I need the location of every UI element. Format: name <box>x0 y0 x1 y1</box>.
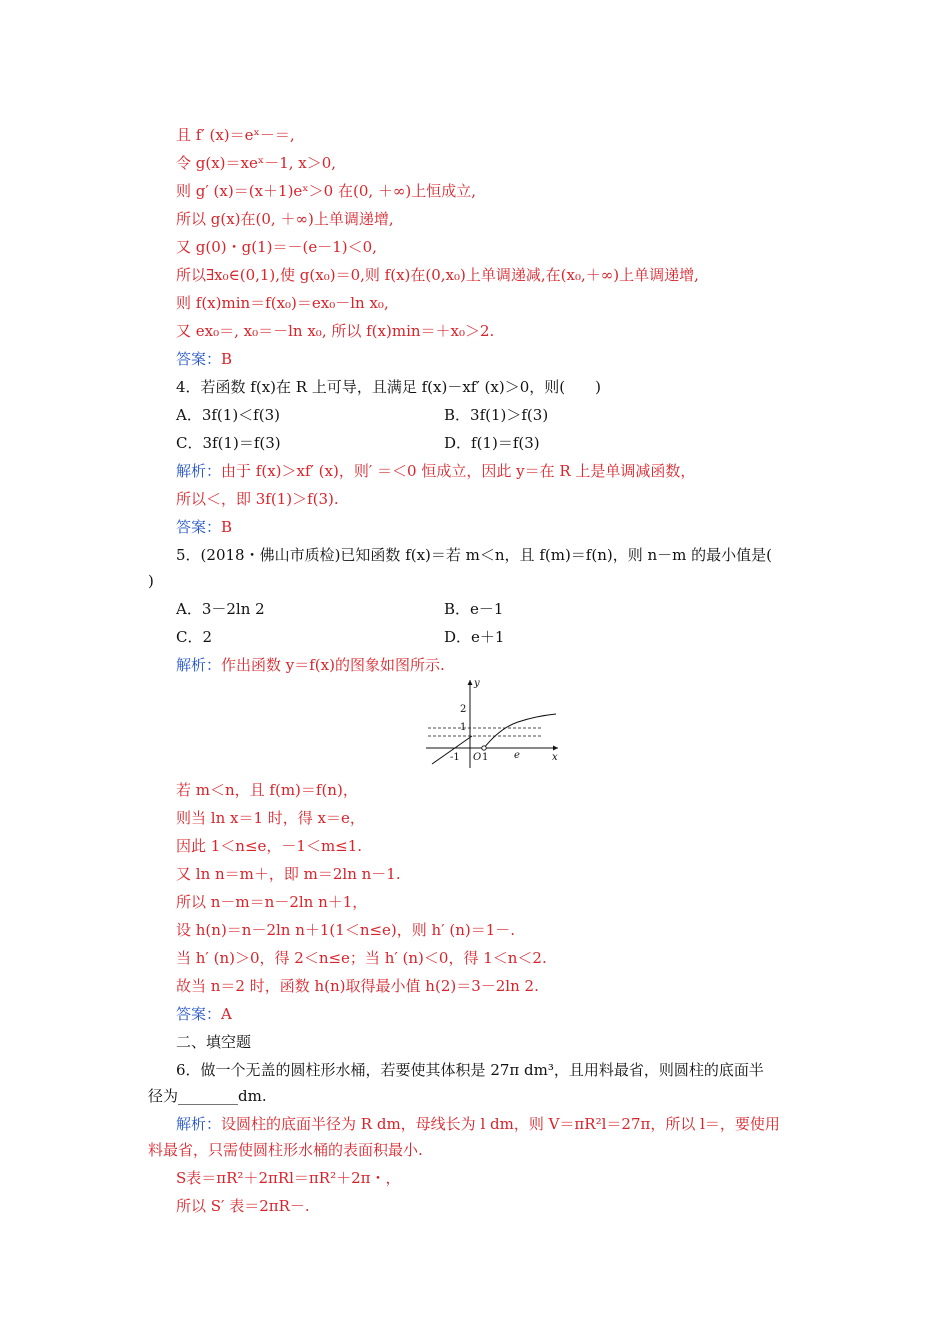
q5-step-5: 所以 n－m＝n－2ln n＋1， <box>176 893 368 911</box>
answer-value: A <box>221 1005 232 1023</box>
q4-analysis-1 <box>176 461 695 483</box>
q4-option-a: A．3f(1)＜f(3) <box>176 406 280 424</box>
q6-step-1: S表＝πR²＋2πRl＝πR²＋2π・， <box>176 1169 401 1187</box>
origin-label: O <box>473 752 482 763</box>
answer-value: B <box>221 518 233 536</box>
tick-neg1: -1 <box>450 752 460 763</box>
answer-label: 答案： <box>176 1005 222 1023</box>
open-point <box>482 746 486 750</box>
answer-value: B <box>221 350 233 368</box>
q5-analysis-1 <box>176 655 445 677</box>
solution-line-1: 且 f′ (x)＝eˣ－＝, <box>176 126 295 144</box>
solution-line-3: 则 g′ (x)＝(x＋1)eˣ＞0 在(0, ＋∞)上恒成立, <box>176 182 477 200</box>
log-branch <box>484 714 556 748</box>
q4-option-d: D．f(1)＝f(3) <box>444 434 540 452</box>
q5-step-6: 设 h(n)＝n－2ln n＋1(1＜n≤e)，则 h′ (n)＝1－. <box>176 921 516 939</box>
solution-line-2: 令 g(x)＝xeˣ－1, x＞0, <box>176 154 337 172</box>
solution-line-8: 又 ex₀＝, x₀＝－ln x₀, 所以 f(x)min＝＋x₀＞2. <box>176 322 495 340</box>
q5-option-d: D．e＋1 <box>444 628 505 646</box>
q5-option-b: B．e－1 <box>444 600 504 618</box>
analysis-text: 作出函数 y＝f(x)的图象如图所示. <box>221 656 445 674</box>
analysis-label: 解析： <box>176 656 222 674</box>
analysis-label: 解析： <box>176 1115 222 1133</box>
x-label: x <box>552 752 558 763</box>
q4-option-c: C．3f(1)＝f(3) <box>176 434 281 452</box>
q5-step-7: 当 h′ (n)＞0，得 2＜n≤e；当 h′ (n)＜0，得 1＜n＜2. <box>176 949 547 967</box>
analysis-text: 设圆柱的底面半径为 R dm，母线长为 l dm，则 V＝πR²l＝27π，所以 l＝，要使用 <box>221 1115 780 1133</box>
x-axis-arrow <box>553 746 558 751</box>
solution-line-6: 所以∃x₀∈(0,1),使 g(x₀)＝0,则 f(x)在(0,x₀)上单调递减,在(x₀,＋∞)上单调递增, <box>176 266 699 284</box>
q5-step-4: 又 ln n＝m＋，即 m＝2ln n－1. <box>176 865 401 883</box>
q5-answer <box>176 1004 232 1026</box>
q4-answer <box>176 517 232 539</box>
q5-option-a: A．3－2ln 2 <box>176 600 265 618</box>
q5-step-8: 故当 n＝2 时，函数 h(n)取得最小值 h(2)＝3－2ln 2. <box>176 977 539 995</box>
q5-stem-2: ) <box>148 572 154 590</box>
analysis-label: 解析： <box>176 462 222 480</box>
answer-label: 答案： <box>176 518 222 536</box>
y-axis-arrow <box>468 680 473 685</box>
q6-analysis-2: 料最省，只需使圆柱形水桶的表面积最小. <box>148 1141 423 1159</box>
tick-x1: 1 <box>482 752 489 763</box>
q5-stem-1: 5．(2018・佛山市质检)已知函数 f(x)＝若 m＜n，且 f(m)＝f(n)，则 n－m 的最小值是( <box>176 546 772 564</box>
q6-analysis-1 <box>176 1114 780 1136</box>
solution-line-7: 则 f(x)min＝f(x₀)＝ex₀－ln x₀, <box>176 294 389 312</box>
function-graph <box>422 676 562 770</box>
solution-line-5: 又 g(0)・g(1)＝－(e－1)＜0, <box>176 238 377 256</box>
analysis-text: 由于 f(x)＞xf′ (x)，则′ ＝＜0 恒成立，因此 y＝在 R 上是单调减函数， <box>221 462 696 480</box>
q6-step-2: 所以 S′ 表＝2πR－. <box>176 1197 310 1215</box>
solution-line-4: 所以 g(x)在(0, ＋∞)上单调递增, <box>176 210 394 228</box>
q5-step-2: 则当 ln x＝1 时，得 x＝e， <box>176 809 365 827</box>
function-graph-figure <box>422 676 562 770</box>
q6-stem-1: 6．做一个无盖的圆柱形水桶，若要使其体积是 27π dm³，且用料最省，则圆柱的底面半 <box>176 1061 764 1079</box>
q4-analysis-2: 所以＜，即 3f(1)＞f(3). <box>176 490 339 508</box>
answer-label: 答案： <box>176 350 222 368</box>
q6-stem-2: 径为________dm. <box>148 1087 267 1105</box>
y-label: y <box>474 678 480 689</box>
tick-2: 2 <box>460 704 467 715</box>
tick-1: 1 <box>460 722 467 733</box>
q3-answer <box>176 349 232 371</box>
q4-stem: 4．若函数 f(x)在 R 上可导，且满足 f(x)－xf′ (x)＞0，则( ) <box>176 378 601 396</box>
q4-option-b: B．3f(1)＞f(3) <box>444 406 549 424</box>
q5-step-1: 若 m＜n，且 f(m)＝f(n)， <box>176 781 358 799</box>
q5-option-c: C．2 <box>176 628 213 646</box>
q5-step-3: 因此 1＜n≤e，－1＜m≤1. <box>176 837 363 855</box>
tick-e: e <box>514 750 520 761</box>
section-heading: 二、填空题 <box>176 1033 252 1051</box>
